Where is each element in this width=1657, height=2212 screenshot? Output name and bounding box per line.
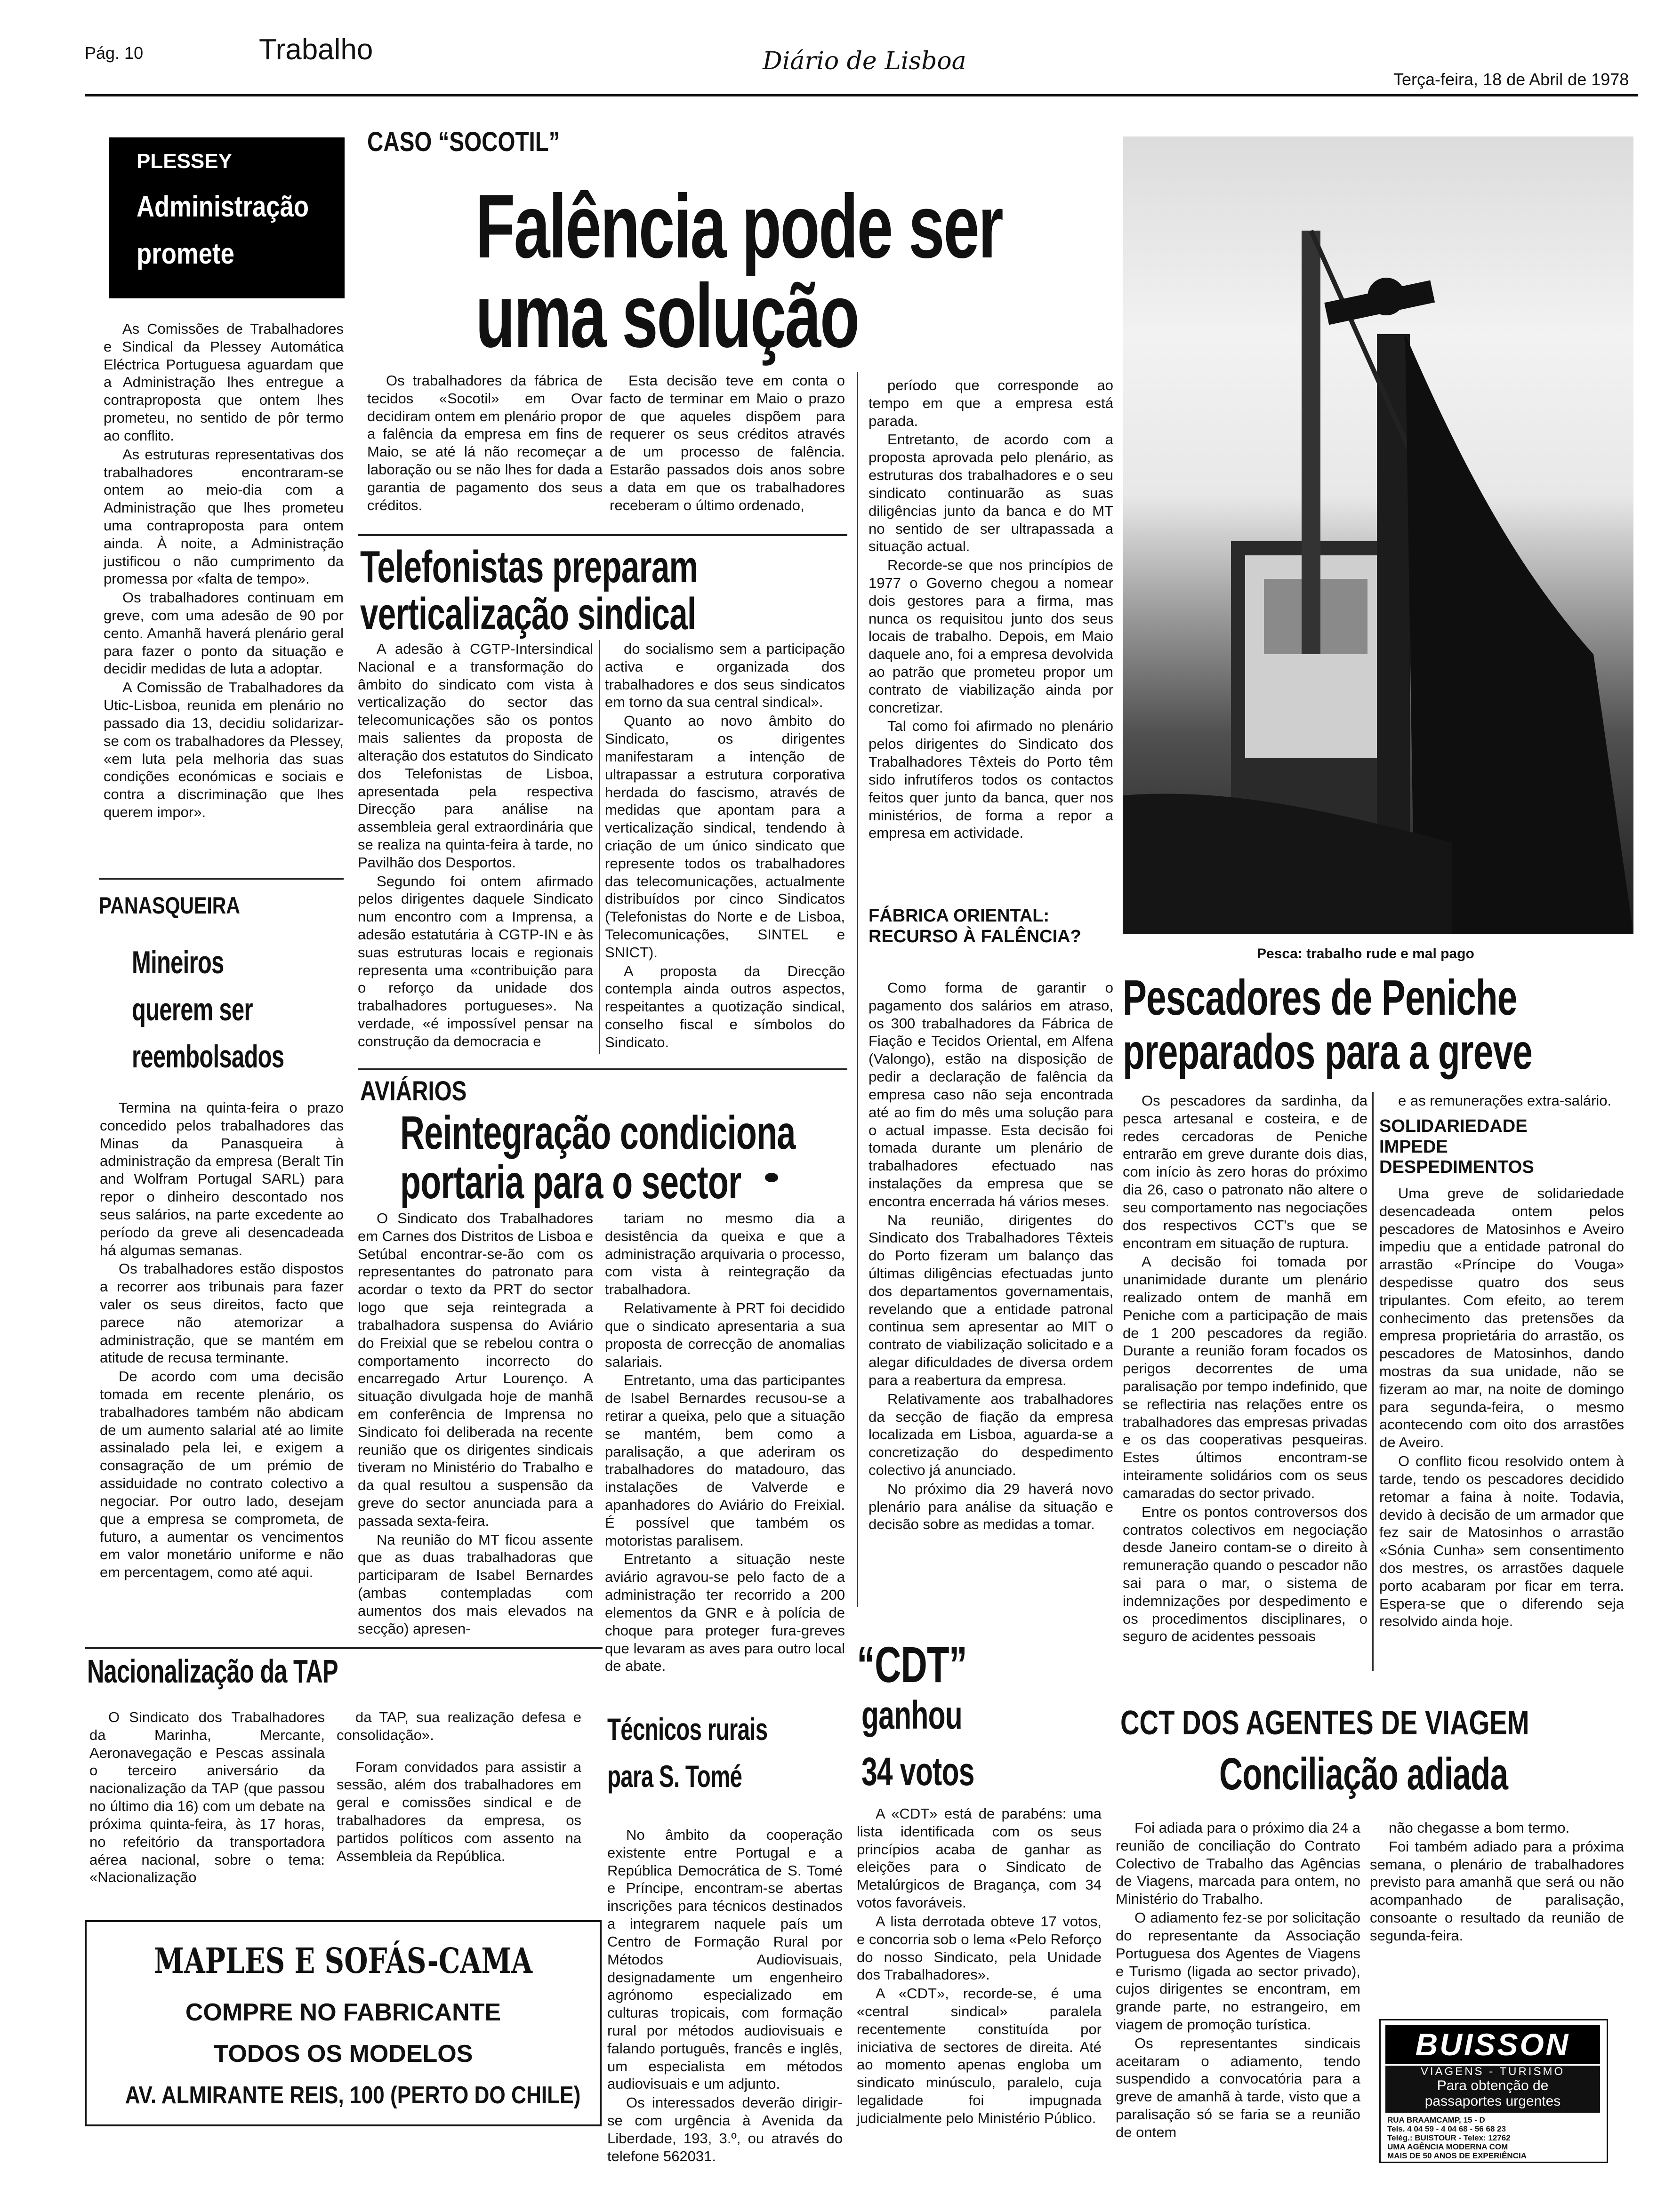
peniche-title-line-1: Pescadores de Peniche <box>1123 970 1517 1026</box>
aviarios-paragraph: Na reunião do MT ficou assente que as duas trabalhadoras que participaram de Isabel Bernardes (ambas contempladas com aumentos dos mais elevados na secção) apresen- <box>358 1531 593 1637</box>
telefonistas-paragraph: do socialismo sem a participação activa e organizada dos trabalhadores e dos seus sindicatos em torno da sua central sindical». <box>605 641 845 711</box>
socotil-title-line-2: uma solução <box>475 265 859 366</box>
column-divider <box>599 640 600 1054</box>
divider <box>358 534 847 536</box>
oriental-paragraph: No próximo dia 29 haverá novo plenário para análise da situação e decisão sobre as medidas a tomar. <box>869 1480 1113 1533</box>
buisson-logo: BUISSON <box>1385 2025 1600 2064</box>
plessey-paragraph: Os trabalhadores continuam em greve, com uma adesão de 90 por cento. Amanhã haverá plenário geral para fazer o ponto da situação e decidir medidas de luta a adoptar. <box>104 589 344 677</box>
cdt-title-line-1: “CDT” <box>857 1636 967 1693</box>
panasqueira-title-line-1: Mineiros <box>132 945 224 980</box>
aviarios-paragraph: O Sindicato dos Trabalhadores em Carnes dos Distritos de Lisboa e Setúbal encontrar-se-ão com os representantes do patronato para acordar o texto da PRT do sector logo que seja reintegrada a trabalhadora suspensa do Aviário do Freixial que se rebelou contra o comportamento incorrecto do encarregado Artur Lourenço. A situação divulgada hoje de manhã em conferência de Imprensa no Sindicato foi deliberada na recente reunião que os dirigentes sindicais tiveram no Ministério do Trabalho e da qual resultou a suspensão da greve do sector anunciada para a passada sexta-feira. <box>358 1210 593 1529</box>
column-divider <box>857 372 858 1607</box>
cdt-paragraph: A lista derrotada obteve 17 votos, e concorria sob o lema «Pelo Reforço do nosso Sindicato, pela Unidade dos Trabalhadores». <box>857 1913 1102 1983</box>
tecnicos-paragraph: Os interessados deverão dirigir-se com urgência à Avenida da Liberdade, 193, 3.º, ou através do telefone 562031. <box>607 2094 843 2164</box>
aviarios-paragraph: Entretanto a situação neste aviário agravou-se pelo facto de a administração ter recorrido a 200 elementos da GNR e à polícia de choque para proteger fura-greves que levaram as aves para outro local de abate. <box>605 1551 845 1675</box>
buisson-tagline-1: VIAGENS - TURISMO <box>1420 2065 1565 2078</box>
section-title: Trabalho <box>259 33 373 66</box>
telefonistas-column-1 <box>358 640 593 1051</box>
cdt-article-body <box>857 1805 1102 2128</box>
oriental-paragraph: Relativamente aos trabalhadores da secção de fiação da empresa localizada em Lisboa, aguarda-se a concretização do despedimento colectivo já anunciado. <box>869 1390 1113 1478</box>
buisson-tagline-box <box>1385 2066 1600 2113</box>
telefonistas-title-line-1: Telefonistas preparam <box>360 542 698 592</box>
buisson-tagline-3: passaportes urgentes <box>1424 2093 1561 2109</box>
aviarios-paragraph: tariam no mesmo dia a desistência da queixa e que a administração arquivaria o processo, com vista à reintegração da trabalhadora. <box>605 1210 845 1298</box>
tap-paragraph: da TAP, sua realização defesa e consolidação». <box>337 1709 581 1743</box>
panasqueira-title-line-2: querem ser <box>132 992 253 1027</box>
socotil-paragraph: Tal como foi afirmado no plenário pelos dirigentes do Sindicato dos Trabalhadores Têxteis do Porto têm sido infrutíferos todos os contactos feitos quer junto da banca, quer nos ministérios, de forma a repor a empresa em actividade. <box>869 718 1113 842</box>
socotil-paragraph: Os trabalhadores da fábrica de tecidos «Socotil» em Ovar decidiram ontem em plenário propor a falência da empresa em fins de Maio, se até lá não recomeçar a laboração ou se não lhes for dada a garantia de pagamento dos seus créditos. <box>367 372 603 513</box>
divider <box>99 878 344 880</box>
oriental-paragraph: Como forma de garantir o pagamento dos salários em atraso, os 300 trabalhadores da Fábrica de Fiação e Tecidos Oriental, em Alfena (Valongo), estão na disposição de pedir a declaração de falência da empresa caso não seja encontrada até ao fim do mês uma solução para o actual impasse. Esta decisão foi tomada durante um plenário de trabalhadores efectuado nas instalações da empresa que se encontra encerrada há vários meses. <box>869 979 1113 1210</box>
cct-paragraph: Os representantes sindicais aceitaram o adiamento, tendo suspendido a convocatória para a greve de amanhã à tarde, visto que a paralisação só se faria se a reunião de ontem <box>1116 2035 1360 2140</box>
aviarios-column-2 <box>605 1210 845 1676</box>
cct-title: Conciliação adiada <box>1219 1749 1508 1799</box>
header-rule <box>85 94 1638 96</box>
socotil-column-3 <box>869 377 1113 843</box>
oriental-article-body <box>869 979 1113 1534</box>
cct-column-1 <box>1116 1819 1360 2142</box>
plessey-title-line-1: Administração <box>137 191 309 223</box>
column-divider <box>1372 1092 1374 1671</box>
boat-illustration <box>1123 136 1633 934</box>
maples-ad-line-3: AV. ALMIRANTE REIS, 100 (PERTO DO CHILE) <box>125 2082 581 2109</box>
telefonistas-column-2 <box>605 640 845 1052</box>
socotil-column-1 <box>367 372 603 515</box>
oriental-subheading: FÁBRICA ORIENTAL: RECURSO À FALÊNCIA? <box>869 906 1081 946</box>
maples-ad-line-1: COMPRE NO FABRICANTE <box>185 1999 501 2026</box>
telefonistas-title-line-2: verticalização sindical <box>360 589 696 639</box>
peniche-paragraph: O conflito ficou resolvido ontem à tarde, tendo os pescadores decidido retomar a faina à noite. Todavia, devido à decisão de um armador que fez sair de Matosinhos o arrastão «Sónia Cunha» sem consentimento dos mestres, os arrastões daquele porto acabaram por ficar em terra. Espera-se que o diferendo seja resolvido ainda hoje. <box>1379 1453 1624 1630</box>
divider <box>358 1068 847 1070</box>
oriental-paragraph: Na reunião, dirigentes do Sindicato dos Trabalhadores Têxteis do Porto fizeram um balanço das últimas diligências efectuadas junto dos departamentos governamentais, revelando que a entidade patronal continua sem apresentar ao MIT o contrato de viabilização solicitado e a alegar dificuldades de diversa ordem para a reabertura da empresa. <box>869 1211 1113 1388</box>
fishing-boat-photo <box>1123 136 1633 934</box>
divider <box>85 1647 603 1649</box>
issue-date: Terça-feira, 18 de Abril de 1978 <box>1393 70 1629 89</box>
photo-caption: Pesca: trabalho rude e mal pago <box>1257 946 1474 962</box>
buisson-phones: Tels. 4 04 59 - 4 04 68 - 56 68 23 <box>1387 2124 1506 2134</box>
socotil-paragraph: Recorde-se que nos princípios de 1977 o Governo chegou a nomear dois gestores para a firma, mas nunca os requisitou junto dos seus locais de trabalho. Depois, em Maio daquele ano, foi a empresa devolvida ao patrão que prometeu propor um contrato de viabilização ainda por concretizar. <box>869 557 1113 716</box>
peniche-title-line-2: preparados para a greve <box>1123 1024 1533 1080</box>
telefonistas-paragraph: A proposta da Direcção contempla ainda outros aspectos, respeitantes a quotização sindical, conselho fiscal e símbolos do Sindicato. <box>605 962 845 1050</box>
tap-paragraph: Foram convidados para assistir a sessão, além dos trabalhadores em geral e comissões sindical e de trabalhadores da empresa, os partidos políticos com assento na Assembleia da República. <box>337 1758 581 1864</box>
buisson-address <box>1387 2116 1599 2160</box>
peniche-paragraph: e as remunerações extra-salário. <box>1398 1092 1612 1109</box>
cct-kicker: CCT DOS AGENTES DE VIAGEM <box>1120 1704 1529 1742</box>
tap-paragraph: O Sindicato dos Trabalhadores da Marinha, Mercante, Aeronavegação e Pescas assinala o terceiro aniversário da nacionalização da TAP (que passou no último dia 16) com um debate na próxima quinta-feira, às 17 horas, no refeitório da transportadora aérea nacional, sobre o tema: «Nacionalização <box>89 1709 325 1886</box>
plessey-headline-box <box>109 137 345 298</box>
peniche-paragraph: Os pescadores da sardinha, da pesca artesanal e costeira, e de redes cercadoras de Peniche entrarão em greve durante dois dias, com início às zero horas do próximo dia 26, caso o patronato não altere o seu comportamento nas negociações dos respectivos CCT's que se encontram em situação de ruptura. <box>1123 1092 1367 1251</box>
telefonistas-paragraph: Quanto ao novo âmbito do Sindicato, os dirigentes manifestaram a intenção de ultrapassar a estrutura corporativa herdada do fascismo, através de medidas que apontam para a verticalização sindical, tendendo à criação de um único sindicato que represente todos os trabalhadores das telecomunicações, actualmente distribuídos por cinco Sindicatos (Telefonistas do Norte e de Lisboa, Telecomunicações, SINTEL e SNICT). <box>605 713 845 961</box>
telefonistas-paragraph: A adesão à CGTP-Intersindical Nacional e a transformação do âmbito do sindicato com vista à verticalização do sector das telecomunicações são os pontos mais salientes da proposta de alteração dos estatutos do Sindicato dos Telefonistas de Lisboa, apresentada pela respectiva Direcção para análise na assembleia geral extraordinária que se realiza na quinta-feira à tarde, no Pavilhão dos Desportos. <box>358 641 593 871</box>
telefonistas-paragraph: Segundo foi ontem afirmado pelos dirigentes daquele Sindicato num encontro com a Imprensa, a adesão estatutária à CGTP-IN e às suas estruturas locais e regionais representa uma «contribuição para o reforço da unidade dos trabalhadores portugueses». Na verdade, «é impossível pensar na construção da democracia e <box>358 873 593 1050</box>
panasqueira-title-line-3: reembolsados <box>132 1039 284 1074</box>
cct-column-2 <box>1370 1819 1624 1946</box>
cdt-paragraph: A «CDT», recorde-se, é uma «central sindical» paralela recentemente constituída por iniciativa de sectores de direita. Até ao momento apenas engloba um sindicato minúsculo, paralelo, cuja legalidade foi impugnada judicialmente pelo Ministério Público. <box>857 1985 1102 2126</box>
tecnicos-title-line-1: Técnicos rurais <box>607 1712 768 1747</box>
cdt-paragraph: A «CDT» está de parabéns: uma lista identificada com os seus princípios acaba de ganhar as eleições para o Sindicato de Metalúrgicos de Bragança, com 34 votos favoráveis. <box>857 1805 1102 1911</box>
buisson-tagline-2: Para obtenção de <box>1437 2078 1549 2094</box>
tap-column-2 <box>337 1708 581 1866</box>
bullet-icon <box>765 1173 778 1182</box>
buisson-telex: Telég.: BUISTOUR - Telex: 12762 <box>1387 2133 1511 2143</box>
panasqueira-paragraph: De acordo com uma decisão tomada em recente plenário, os trabalhadores também não abdicam de um aumento salarial até ao limite assinalado pela lei, e exigem a consagração de um prémio de assiduidade no contrato colectivo a negociar. Por outro lado, desejam que a empresa se comprometa, de futuro, a aumentar os vencimentos em valor monetário uniforme e não em percentagem, como até aqui. <box>100 1368 344 1581</box>
tecnicos-title-line-2: para S. Tomé <box>607 1759 742 1794</box>
tecnicos-article-body <box>607 1826 843 2166</box>
aviarios-column-1 <box>358 1210 593 1639</box>
plessey-paragraph: As Comissões de Trabalhadores e Sindical da Plessey Automática Eléctrica Portuguesa aguardam que a Administração lhes entregue a contraproposta que ontem lhes prometeu, no sentido de pôr termo ao conflito. <box>104 321 344 444</box>
peniche-paragraph: Uma greve de solidariedade desencadeada ontem pelos pescadores de Matosinhos e Aveiro impediu que a entidade patronal do arrastão «Príncipe do Vouga» despedisse quatro dos seus tripulantes. Com efeito, ao terem conhecimento das pretensões da empresa proprietária do arrastão, os pescadores de Matosinhos, dando mostras da sua unidade, não se fizeram ao mar, na noite de domingo para segunda-feira, o mesmo acontecendo com oito dos arrastões de Aveiro. <box>1379 1185 1624 1451</box>
aviarios-paragraph: Relativamente à PRT foi decidido que o sindicato apresentaria a sua proposta de correcção de anomalias salariais. <box>605 1300 845 1370</box>
socotil-paragraph: período que corresponde ao tempo em que a empresa está parada. <box>869 377 1113 429</box>
buisson-slogan-line: UMA AGÊNCIA MODERNA COM <box>1387 2142 1508 2152</box>
buisson-address-line: RUA BRAAMCAMP, 15 - D <box>1387 2116 1485 2124</box>
cct-paragraph: Foi também adiado para a próxima semana, o plenário de trabalhadores previsto para amanhã que será ou não acompanhado de paralisação, consoante o resultado da reunião de segunda-feira. <box>1370 1838 1624 1944</box>
panasqueira-paragraph: Termina na quinta-feira o prazo concedido pelos trabalhadores das Minas da Panasqueira à administração da empresa (Beralt Tin and Wolfram Portugal SARL) para repor o dinheiro descontado nos seus salários, na parte excedente ao período da greve ali desencadeada há algumas semanas. <box>100 1099 344 1258</box>
tap-column-1 <box>89 1708 325 1887</box>
plessey-article-body <box>104 320 344 822</box>
peniche-column-2 <box>1379 1092 1624 1631</box>
peniche-column-1 <box>1123 1092 1367 1646</box>
cdt-title-line-3: 34 votos <box>861 1749 974 1794</box>
buisson-advertisement <box>1379 2019 1608 2163</box>
socotil-kicker: CASO “SOCOTIL” <box>367 127 560 157</box>
aviarios-paragraph: Entretanto, uma das participantes de Isabel Bernardes recusou-se a retirar a queixa, pelo que a situação se mantém, bem como a paralisação, a que aderiram os trabalhadores do matadouro, das instalações de Valverde e apanhadores do Aviário do Freixial. É possível que também os motoristas paralisem. <box>605 1372 845 1549</box>
plessey-paragraph: A Comissão de Trabalhadores da Utic-Lisboa, reunida em plenário no passado dia 13, decidiu solidarizar-se com os trabalhadores da Plessey, «em luta pela melhoria das suas condições económicas e sociais e contra a discriminação que lhes querem impor». <box>104 679 344 820</box>
peniche-paragraph: A decisão foi tomada por unanimidade durante um plenário realizado ontem de manhã em Peniche com a participação de mais de 1 200 pescadores da região. Durante a reunião foram focados os perigos decorrentes de uma paralisação por tempo indefinido, que se reflectiria nas relações entre os trabalhadores das empresas privadas e os das cooperativas pesqueiras. Estes últimos encontram-se inteiramente solidários com os seus camaradas do sector privado. <box>1123 1253 1367 1501</box>
masthead: Diário de Lisboa <box>763 47 966 75</box>
cct-paragraph: não chegasse a bom termo. <box>1389 1819 1570 1836</box>
aviarios-title-line-1: Reintegração condiciona <box>400 1106 796 1159</box>
aviarios-kicker: AVIÁRIOS <box>360 1076 467 1106</box>
tap-title: Nacionalização da TAP <box>87 1653 338 1690</box>
peniche-subheading: SOLIDARIEDADE IMPEDE DESPEDIMENTOS <box>1379 1116 1534 1178</box>
socotil-paragraph: Esta decisão teve em conta o facto de terminar em Maio o prazo de que aqueles dispõem para requerer os seus créditos através de um processo de falência. Estarão passados dois anos sobre a data em que os trabalhadores receberam o último ordenado, <box>610 372 845 513</box>
page-number: Pág. 10 <box>85 43 144 63</box>
socotil-column-2 <box>610 372 845 515</box>
cdt-title-line-2: ganhou <box>861 1693 963 1737</box>
panasqueira-article-body <box>100 1099 344 1582</box>
cct-paragraph: Foi adiada para o próximo dia 24 a reunião de conciliação do Contrato Colectivo de Trabalho das Agências de Viagens, marcada para ontem, no Ministério do Trabalho. <box>1116 1819 1360 1907</box>
aviarios-title-line-2: portaria para o sector <box>400 1156 741 1209</box>
socotil-paragraph: Entretanto, de acordo com a proposta aprovada pelo plenário, as estruturas dos trabalhadores e o seu sindicato continuarão as suas diligências junto da banca e do MT no sentido de ser ultrapassada a situação actual. <box>869 431 1113 555</box>
tecnicos-paragraph: No âmbito da cooperação existente entre Portugal e a República Democrática de S. Tomé e Príncipe, encontram-se abertas inscrições para técnicos destinados a integrarem naquele país um Centro de Formação Rural por Métodos Audiovisuais, designadamente um engenheiro agrónomo especializado em culturas tropicais, com formação rural por métodos audiovisuais e falando português, francês e inglês, um especialista em métodos audiovisuais e um adjunto. <box>607 1827 843 2092</box>
maples-advertisement <box>85 1920 602 2126</box>
socotil-title-line-1: Falência pode ser <box>475 176 1002 277</box>
panasqueira-paragraph: Os trabalhadores estão dispostos a recorrer aos tribunais para fazer valer os seus direitos, facto que parece não atemorizar a administração, que se mantém em atitude de recusa terminante. <box>100 1260 344 1366</box>
buisson-slogan-line: MAIS DE 50 ANOS DE EXPERIÊNCIA <box>1387 2151 1527 2161</box>
plessey-title-line-2: promete <box>137 238 234 270</box>
cct-paragraph: O adiamento fez-se por solicitação do representante da Associação Portuguesa dos Agentes de Viagens e Turismo (ligada ao sector privado), cujos dirigentes se encontram, em grande parte, no estrangeiro, em viagem de promoção turística. <box>1116 1909 1360 2033</box>
plessey-kicker: PLESSEY <box>137 150 232 173</box>
peniche-paragraph: Entre os pontos controversos dos contratos colectivos em negociação desde Janeiro contam-se o direito à remuneração quando o pescador não sai para o mar, o sistema de indemnizações por despedimento e os procedimentos disciplinares, o seguro de acidentes pessoais <box>1123 1503 1367 1645</box>
panasqueira-kicker: PANASQUEIRA <box>99 892 240 919</box>
plessey-paragraph: As estruturas representativas dos trabalhadores encontraram-se ontem ao meio-dia com a Administração que lhes prometeu uma contraproposta para ontem ainda. À noite, a Administração justificou o não cumprimento da promessa por «falta de tempo». <box>104 446 344 587</box>
maples-ad-title: MAPLES E SOFÁS-CAMA <box>153 1941 533 1981</box>
maples-ad-line-2: TODOS OS MODELOS <box>213 2040 473 2068</box>
